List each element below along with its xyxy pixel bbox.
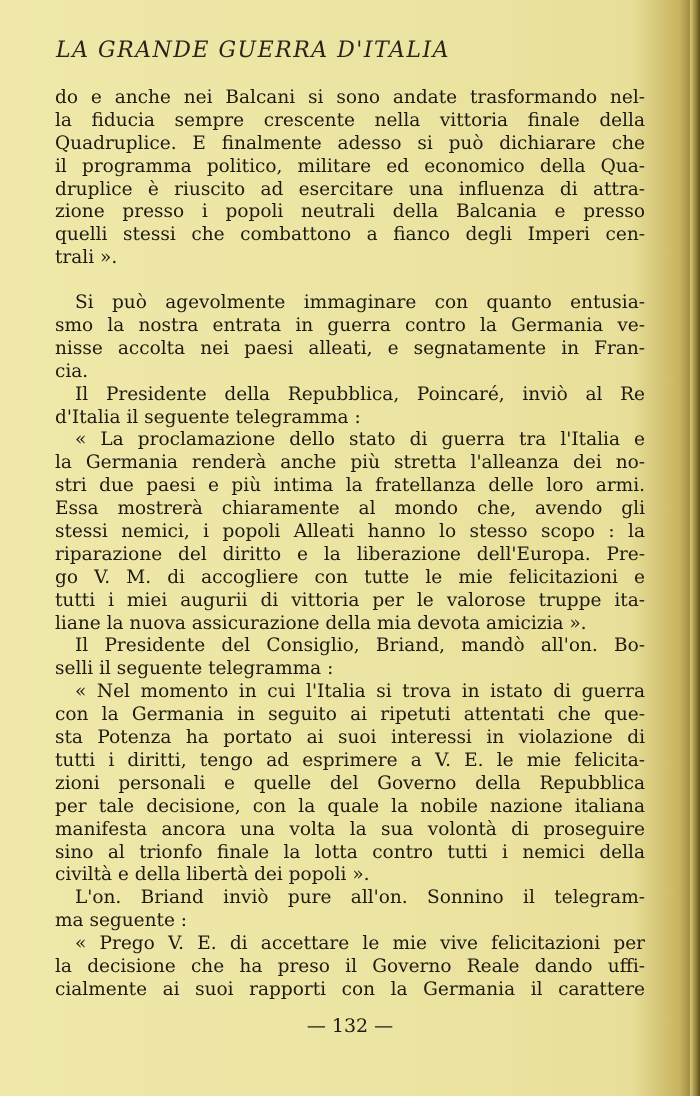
text-line: Il Presidente del Consiglio, Briand, mandò all'on. Bo- bbox=[75, 635, 645, 657]
text-line: d'Italia il seguente telegramma : bbox=[55, 406, 361, 428]
text-line: sino al trionfo finale la lotta contro tutti i nemici della bbox=[55, 841, 645, 863]
text-line: zioni personali e quelle del Governo della Repubblica bbox=[55, 772, 645, 794]
text-line: cia. bbox=[55, 360, 89, 382]
paragraph bbox=[55, 635, 645, 681]
text-line: do e anche nei Balcani si sono andate trasformando nel- bbox=[55, 87, 645, 108]
text-line: druplice è riuscito ad esercitare una influenza di attra- bbox=[55, 178, 645, 200]
text-line: cialmente ai suoi rapporti con la Germania il carattere bbox=[55, 978, 645, 1000]
page-number: — 132 — bbox=[306, 1015, 394, 1037]
body-text bbox=[55, 87, 645, 1002]
text-line: Quadruplice. E finalmente adesso si può dichiarare che bbox=[55, 132, 645, 154]
text-line: con la Germania in seguito ai ripetuti attentati che que- bbox=[55, 704, 645, 726]
paragraph bbox=[55, 887, 645, 933]
text-line: L'on. Briand inviò pure all'on. Sonnino il telegram- bbox=[75, 887, 645, 909]
text-line: tutti i diritti, tengo ad esprimere a V. E. le mie felicita- bbox=[55, 749, 645, 771]
running-head: LA GRANDE GUERRA D'ITALIA bbox=[56, 38, 451, 63]
text-line: quelli stessi che combattono a fianco degli Imperi cen- bbox=[55, 224, 645, 246]
text-line: stessi nemici, i popoli Alleati hanno lo stesso scopo : la bbox=[55, 521, 645, 543]
text-line: selli il seguente telegramma : bbox=[55, 658, 334, 680]
paragraph bbox=[55, 292, 645, 384]
text-line: Il Presidente della Repubblica, Poincaré, inviò al Re bbox=[75, 383, 645, 405]
text-line: « Nel momento in cui l'Italia si trova in istato di guerra bbox=[75, 681, 645, 703]
text-line: smo la nostra entrata in guerra contro la Germania ve- bbox=[55, 315, 645, 337]
text-line: liane la nuova assicurazione della mia devota amicizia ». bbox=[55, 612, 587, 634]
text-line: trali ». bbox=[55, 247, 118, 269]
text-line: Essa mostrerà chiaramente al mondo che, avendo gli bbox=[55, 498, 645, 520]
paragraph bbox=[55, 429, 645, 635]
text-line: sta Potenza ha portato ai suoi interessi in violazione di bbox=[55, 727, 645, 749]
text-line: per tale decisione, con la quale la nobile nazione italiana bbox=[55, 795, 645, 817]
page-edge-shadow bbox=[690, 0, 700, 1096]
paragraph bbox=[55, 933, 645, 1002]
text-line: manifesta ancora una volta la sua volontà di proseguire bbox=[55, 818, 645, 840]
text-line: « Prego V. E. di accettare le mie vive felicitazioni per bbox=[75, 933, 645, 955]
text-line: la fiducia sempre crescente nella vittoria finale della bbox=[55, 109, 645, 131]
text-line: la Germania renderà anche più stretta l'alleanza dei no- bbox=[55, 452, 645, 474]
text-line: la decisione che ha preso il Governo Reale dando uffi- bbox=[55, 955, 645, 977]
text-line: zione presso i popoli neutrali della Balcania e presso bbox=[55, 201, 645, 223]
text-line: tutti i miei augurii di vittoria per le valorose truppe ita- bbox=[55, 589, 645, 611]
paragraph bbox=[55, 681, 645, 887]
text-line: stri due paesi e più intima la fratellanza delle loro armi. bbox=[55, 475, 645, 497]
text-line: il programma politico, militare ed economico della Qua- bbox=[55, 155, 645, 177]
text-line: nisse accolta nei paesi alleati, e segnatamente in Fran- bbox=[55, 337, 645, 359]
text-line: Si può agevolmente immaginare con quanto entusia- bbox=[75, 292, 645, 314]
text-line: « La proclamazione dello stato di guerra tra l'Italia e bbox=[75, 429, 645, 451]
paragraph-gap bbox=[55, 270, 645, 292]
paragraph bbox=[55, 384, 645, 430]
text-line: ma seguente : bbox=[55, 910, 188, 932]
paragraph bbox=[55, 87, 645, 270]
text-line: civiltà e della libertà dei popoli ». bbox=[55, 864, 370, 886]
text-line: riparazione del diritto e la liberazione dell'Europa. Pre- bbox=[55, 543, 645, 565]
text-line: go V. M. di accogliere con tutte le mie felicitazioni e bbox=[55, 566, 645, 588]
